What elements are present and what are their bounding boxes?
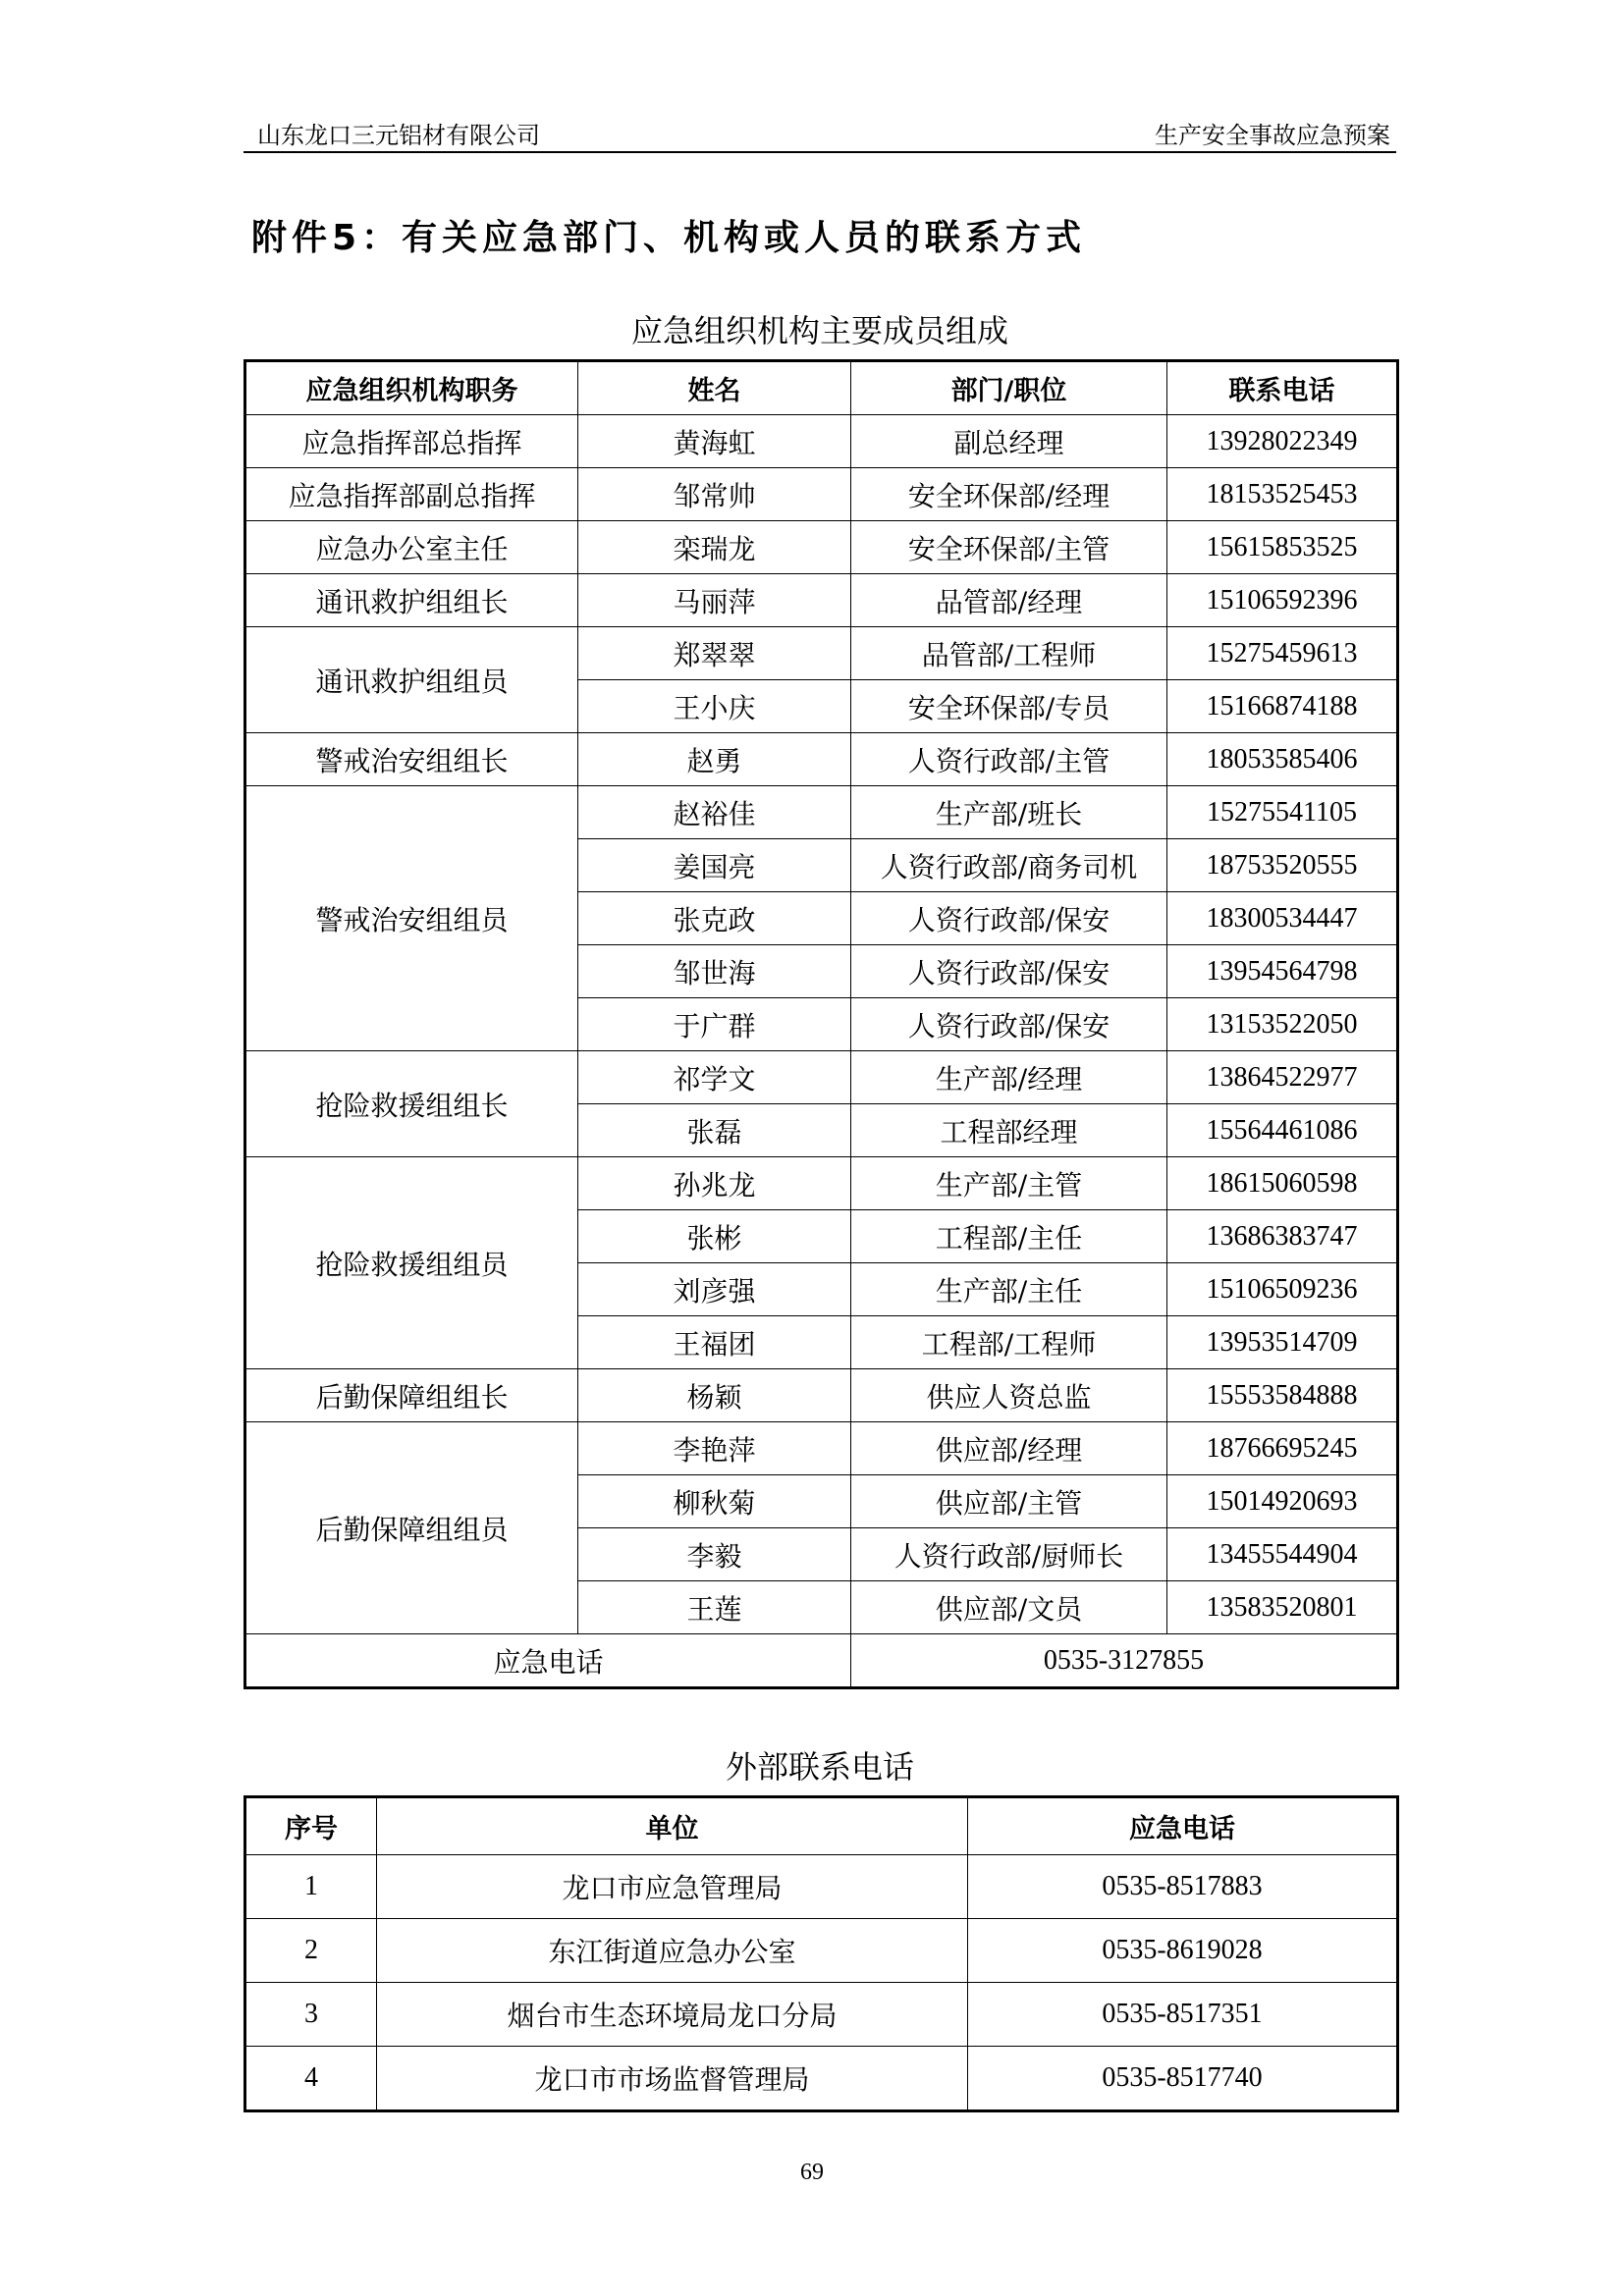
table-row [245, 786, 1398, 839]
page-number: 69 [800, 2160, 824, 2185]
column-header: 部门/职位 [851, 361, 1167, 415]
table-row [245, 1369, 1398, 1422]
phone-cell: 15615853525 [1167, 521, 1398, 574]
name-cell: 杨颖 [578, 1369, 851, 1422]
name-cell: 张彬 [578, 1210, 851, 1263]
dept-cell: 人资行政部/保安 [851, 945, 1167, 998]
phone-cell: 18153525453 [1167, 468, 1398, 521]
dept-cell: 安全环保部/专员 [851, 680, 1167, 733]
name-cell: 王莲 [578, 1581, 851, 1634]
phone-cell: 18766695245 [1167, 1422, 1398, 1475]
role-cell: 警戒治安组组长 [245, 733, 578, 786]
phone-cell: 13686383747 [1167, 1210, 1398, 1263]
name-cell: 邹世海 [578, 945, 851, 998]
page-title: 附件5：有关应急部门、机构或人员的联系方式 [251, 218, 1087, 258]
table-row [245, 1855, 1398, 1919]
table-header-row [245, 361, 1398, 415]
table-row [245, 468, 1398, 521]
dept-cell: 人资行政部/厨师长 [851, 1528, 1167, 1581]
phone-cell: 0535-8517883 [968, 1855, 1398, 1919]
column-header: 姓名 [578, 361, 851, 415]
role-cell: 应急办公室主任 [245, 521, 578, 574]
table-row [245, 2047, 1398, 2111]
table-row [245, 1983, 1398, 2047]
phone-cell: 15106509236 [1167, 1263, 1398, 1316]
dept-cell: 生产部/主管 [851, 1157, 1167, 1210]
index-cell: 3 [245, 1983, 377, 2047]
table-row [245, 1919, 1398, 1983]
unit-cell: 烟台市生态环境局龙口分局 [377, 1983, 968, 2047]
phone-cell: 15166874188 [1167, 680, 1398, 733]
phone-cell: 13954564798 [1167, 945, 1398, 998]
name-cell: 邹常帅 [578, 468, 851, 521]
table-row [245, 415, 1398, 468]
name-cell: 赵勇 [578, 733, 851, 786]
dept-cell: 供应部/主管 [851, 1475, 1167, 1528]
dept-cell: 生产部/班长 [851, 786, 1167, 839]
dept-cell: 供应部/文员 [851, 1581, 1167, 1634]
page-header [244, 112, 1396, 153]
members-table [244, 359, 1399, 1689]
dept-cell: 工程部/主任 [851, 1210, 1167, 1263]
phone-cell: 13583520801 [1167, 1581, 1398, 1634]
emergency-phone-row [245, 1634, 1398, 1688]
emergency-label: 应急电话 [245, 1634, 851, 1688]
dept-cell: 生产部/经理 [851, 1051, 1167, 1104]
index-cell: 1 [245, 1855, 377, 1919]
phone-cell: 18753520555 [1167, 839, 1398, 892]
header-company: 山东龙口三元铝材有限公司 [257, 122, 540, 149]
phone-cell: 13153522050 [1167, 998, 1398, 1051]
role-cell: 抢险救援组组长 [245, 1051, 578, 1157]
dept-cell: 工程部经理 [851, 1104, 1167, 1157]
unit-cell: 龙口市市场监督管理局 [377, 2047, 968, 2111]
table-row [245, 574, 1398, 627]
name-cell: 黄海虹 [578, 415, 851, 468]
name-cell: 孙兆龙 [578, 1157, 851, 1210]
index-cell: 4 [245, 2047, 377, 2111]
phone-cell: 15275541105 [1167, 786, 1398, 839]
name-cell: 王福团 [578, 1316, 851, 1369]
dept-cell: 安全环保部/主管 [851, 521, 1167, 574]
phone-cell: 13455544904 [1167, 1528, 1398, 1581]
external-contacts-table [244, 1795, 1399, 2112]
name-cell: 刘彦强 [578, 1263, 851, 1316]
role-cell: 抢险救援组组员 [245, 1157, 578, 1369]
phone-cell: 13928022349 [1167, 415, 1398, 468]
name-cell: 张磊 [578, 1104, 851, 1157]
dept-cell: 生产部/主任 [851, 1263, 1167, 1316]
phone-cell: 15106592396 [1167, 574, 1398, 627]
phone-cell: 0535-8619028 [968, 1919, 1398, 1983]
role-cell: 通讯救护组组长 [245, 574, 578, 627]
phone-cell: 15553584888 [1167, 1369, 1398, 1422]
dept-cell: 供应人资总监 [851, 1369, 1167, 1422]
table2-caption: 外部联系电话 [725, 1748, 914, 1786]
role-cell: 后勤保障组组长 [245, 1369, 578, 1422]
phone-cell: 13953514709 [1167, 1316, 1398, 1369]
name-cell: 姜国亮 [578, 839, 851, 892]
phone-cell: 0535-8517740 [968, 2047, 1398, 2111]
name-cell: 柳秋菊 [578, 1475, 851, 1528]
emergency-phone: 0535-3127855 [851, 1634, 1398, 1688]
column-header: 单位 [377, 1797, 968, 1855]
name-cell: 李毅 [578, 1528, 851, 1581]
header-doc-title: 生产安全事故应急预案 [1155, 122, 1390, 149]
table-row [245, 1422, 1398, 1475]
name-cell: 赵裕佳 [578, 786, 851, 839]
table-row [245, 1051, 1398, 1104]
column-header: 序号 [245, 1797, 377, 1855]
dept-cell: 人资行政部/保安 [851, 892, 1167, 945]
phone-cell: 18300534447 [1167, 892, 1398, 945]
role-cell: 后勤保障组组员 [245, 1422, 578, 1634]
column-header: 应急电话 [968, 1797, 1398, 1855]
column-header: 联系电话 [1167, 361, 1398, 415]
table-row [245, 521, 1398, 574]
column-header: 应急组织机构职务 [245, 361, 578, 415]
name-cell: 张克政 [578, 892, 851, 945]
name-cell: 栾瑞龙 [578, 521, 851, 574]
phone-cell: 15564461086 [1167, 1104, 1398, 1157]
dept-cell: 人资行政部/保安 [851, 998, 1167, 1051]
phone-cell: 15275459613 [1167, 627, 1398, 680]
index-cell: 2 [245, 1919, 377, 1983]
name-cell: 李艳萍 [578, 1422, 851, 1475]
phone-cell: 0535-8517351 [968, 1983, 1398, 2047]
table-row [245, 733, 1398, 786]
name-cell: 于广群 [578, 998, 851, 1051]
dept-cell: 人资行政部/商务司机 [851, 839, 1167, 892]
dept-cell: 副总经理 [851, 415, 1167, 468]
phone-cell: 18053585406 [1167, 733, 1398, 786]
role-cell: 应急指挥部副总指挥 [245, 468, 578, 521]
phone-cell: 13864522977 [1167, 1051, 1398, 1104]
name-cell: 祁学文 [578, 1051, 851, 1104]
table1-caption: 应急组织机构主要成员组成 [630, 312, 1008, 349]
dept-cell: 安全环保部/经理 [851, 468, 1167, 521]
table-row [245, 1157, 1398, 1210]
dept-cell: 品管部/工程师 [851, 627, 1167, 680]
dept-cell: 人资行政部/主管 [851, 733, 1167, 786]
phone-cell: 18615060598 [1167, 1157, 1398, 1210]
unit-cell: 东江街道应急办公室 [377, 1919, 968, 1983]
role-cell: 应急指挥部总指挥 [245, 415, 578, 468]
dept-cell: 品管部/经理 [851, 574, 1167, 627]
name-cell: 马丽萍 [578, 574, 851, 627]
name-cell: 王小庆 [578, 680, 851, 733]
role-cell: 警戒治安组组员 [245, 786, 578, 1051]
role-cell: 通讯救护组组员 [245, 627, 578, 733]
dept-cell: 工程部/工程师 [851, 1316, 1167, 1369]
table-header-row [245, 1797, 1398, 1855]
table-row [245, 627, 1398, 680]
dept-cell: 供应部/经理 [851, 1422, 1167, 1475]
phone-cell: 15014920693 [1167, 1475, 1398, 1528]
name-cell: 郑翠翠 [578, 627, 851, 680]
unit-cell: 龙口市应急管理局 [377, 1855, 968, 1919]
